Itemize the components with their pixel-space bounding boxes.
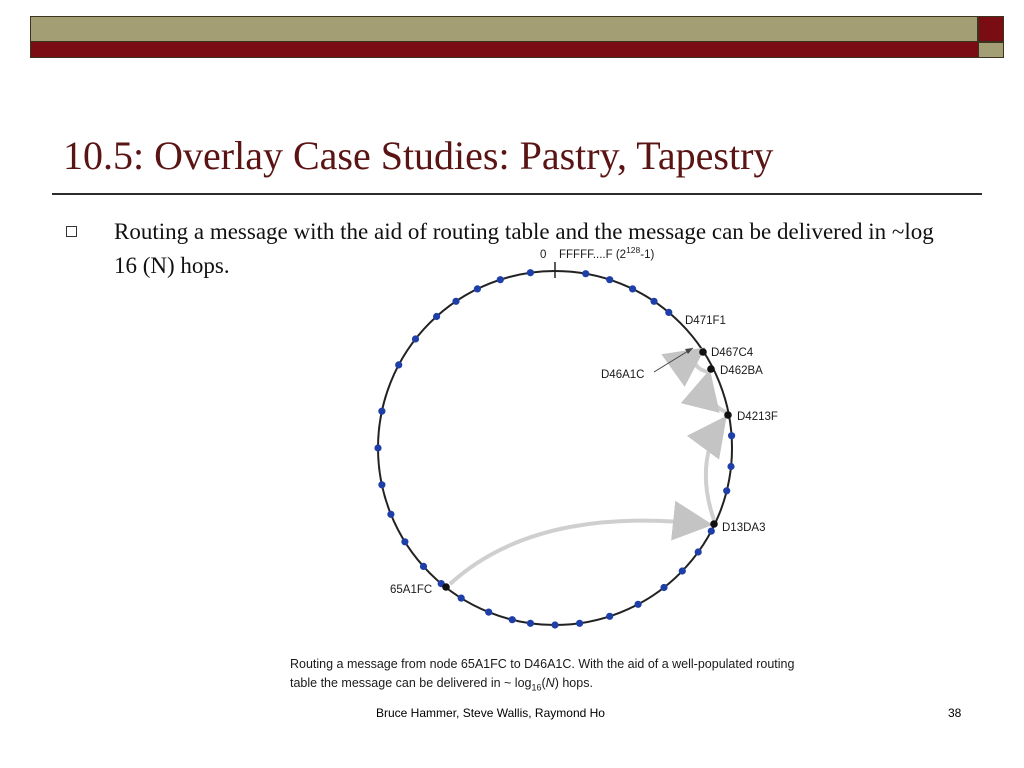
header-square-olive: [978, 42, 1004, 58]
footer-authors: Bruce Hammer, Steve Wallis, Raymond Ho: [376, 706, 605, 720]
ring-node-dot: [378, 481, 385, 488]
ring-node-dot: [695, 548, 702, 555]
ring-node-dot: [606, 613, 613, 620]
ring-node-dot: [660, 584, 667, 591]
caption-line-1: Routing a message from node 65A1FC to D46A1C. With the aid of a well-populated routing: [290, 657, 795, 671]
label-d471f1: D471F1: [685, 315, 726, 327]
ring-node-dot: [420, 563, 427, 570]
ring-node-dot: [378, 408, 385, 415]
label-65a1fc: 65A1FC: [390, 584, 433, 596]
route-arrow-65a1fc-to-d13da3: [450, 521, 705, 584]
ring-node-dot: [387, 511, 394, 518]
label-d467c4: D467C4: [711, 347, 754, 359]
bullet-square-icon: [66, 226, 77, 237]
ring-node-dot: [412, 335, 419, 342]
title-divider: [52, 193, 982, 195]
ring-node-dot: [527, 269, 534, 276]
ring-node-dot: [728, 432, 735, 439]
ring-node-dot: [606, 276, 613, 283]
diagram-caption: [290, 655, 890, 698]
ring-node-dot: [723, 487, 730, 494]
node-d13da3: [710, 520, 718, 528]
ring-node-dot: [474, 285, 481, 292]
label-d46a1c: D46A1C: [601, 369, 645, 381]
header-band-olive: [30, 16, 978, 42]
ring-node-dot: [629, 285, 636, 292]
label-zero: 0: [540, 249, 547, 261]
label-d13da3: D13DA3: [722, 522, 766, 534]
header-band-red: [30, 42, 978, 58]
ring-node-dot: [401, 538, 408, 545]
ring-node-dot: [576, 620, 583, 627]
caption-line-2: table the message can be delivered in ~ $\log_{16}(N)$ hops.: [290, 676, 593, 693]
ring-node-dot: [635, 601, 642, 608]
ring-node-dot: [708, 528, 715, 535]
ring-node-dot: [509, 616, 516, 623]
d46a1c-pointer-head: [685, 348, 693, 354]
ring-node-dot: [650, 298, 657, 305]
ring-node-dot: [485, 609, 492, 616]
header-square-red: [978, 16, 1004, 42]
ring-node-dot: [551, 621, 558, 628]
label-d4213f: D4213F: [737, 411, 778, 423]
node-d462ba: [707, 365, 715, 373]
ring-node-dot: [374, 444, 381, 451]
slide-title: 10.5: Overlay Case Studies: Pastry, Tapestry: [63, 133, 774, 178]
ring-node-dot: [458, 595, 465, 602]
label-max-id: FFFFF....F $(2^{128}-1)$: [559, 245, 655, 261]
ring-node-dot: [452, 298, 459, 305]
bullet-text: Routing a message with the aid of routing table and the message can be delivered in ~log 16 (N) hops.: [114, 219, 934, 278]
node-65a1fc: [442, 583, 450, 591]
ring-node-dot: [527, 620, 534, 627]
ring-node-dot: [497, 276, 504, 283]
route-arrow-d13da3-to-d4213f: [706, 422, 722, 520]
label-d462ba: D462BA: [720, 365, 763, 377]
page-number: 38: [948, 706, 962, 720]
pastry-ring-diagram: [280, 240, 840, 650]
ring-node-dot: [727, 463, 734, 470]
node-d467c4: [699, 348, 707, 356]
ring-node-dot: [665, 309, 672, 316]
node-d4213f: [724, 411, 732, 419]
ring-node-dot: [433, 313, 440, 320]
ring-node-dot: [679, 567, 686, 574]
ring-node-dot: [395, 361, 402, 368]
ring-node-dot: [582, 270, 589, 277]
